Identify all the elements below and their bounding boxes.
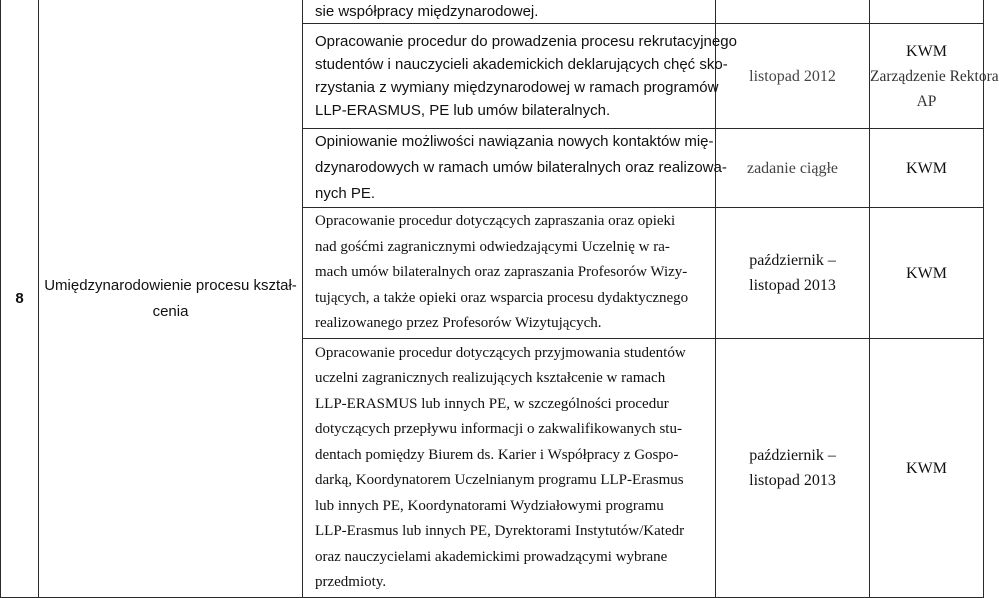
task-deadline bbox=[716, 0, 870, 24]
desc-line: LLP-Erasmus lub innych PE, Dyrektorami Instytutów/Katedr bbox=[315, 523, 685, 539]
task-deadline bbox=[716, 129, 870, 208]
desc-line: studentów i nauczycieli akademickich deklarujących chęć sko- bbox=[315, 56, 728, 73]
deadline-line: listopad 2013 bbox=[749, 277, 836, 294]
desc-line: realizowanego przez Profesorów Wizytujących. bbox=[315, 315, 602, 332]
task-description bbox=[303, 208, 716, 339]
desc-line: dzynarodowych w ramach umów bilateralnych oraz realizowa- bbox=[315, 159, 727, 176]
deadline-line: październik – bbox=[749, 252, 836, 269]
desc-line: lub innych PE, Koordynatorami Wydziałowymi programu bbox=[315, 497, 664, 514]
task-responsible bbox=[870, 339, 984, 598]
responsible-line: Zarządzenie Rektora bbox=[870, 67, 999, 85]
desc-line: rzystania z wymiany międzynarodowej w ramach programów bbox=[315, 79, 719, 96]
deadline-line: listopad 2013 bbox=[749, 472, 836, 489]
task-description bbox=[303, 129, 727, 208]
task-deadline bbox=[716, 339, 870, 598]
responsible-line: KWM bbox=[906, 459, 947, 477]
section-area-line: cenia bbox=[152, 302, 189, 320]
desc-line: sie współpracy międzynarodowej. bbox=[315, 3, 539, 20]
desc-line: mach umów bilateralnych oraz zapraszania Profesorów Wizy- bbox=[315, 264, 688, 281]
task-responsible bbox=[870, 0, 984, 24]
task-responsible bbox=[870, 24, 999, 129]
desc-line: przedmioty. bbox=[315, 574, 387, 590]
section-area-line: Umiędzynarodowienie procesu kształ- bbox=[44, 276, 297, 294]
desc-line: uczelni zagranicznych realizujących kształcenie w ramach bbox=[315, 370, 666, 386]
responsible-line: KWM bbox=[906, 42, 947, 60]
responsible-line: KWM bbox=[906, 264, 947, 282]
desc-line: oraz nauczycielami akademickimi prowadzącymi wybrane bbox=[315, 548, 668, 565]
task-description bbox=[303, 339, 716, 598]
desc-line: Opracowanie procedur dotyczących zapraszania oraz opieki bbox=[315, 213, 676, 230]
desc-line: Opracowanie procedur do prowadzenia procesu rekrutacyjnego bbox=[315, 33, 737, 50]
section-area bbox=[39, 0, 303, 598]
desc-line: tujących, a także opieki oraz wsparcia procesu dydaktycznego bbox=[315, 289, 689, 306]
task-deadline bbox=[716, 208, 870, 339]
deadline-line: zadanie ciągłe bbox=[746, 159, 839, 177]
desc-line: dentach pomiędzy Biurem ds. Karier i Współpracy z Gospo- bbox=[315, 446, 679, 463]
desc-line: LLP-ERASMUS, PE lub umów bilateralnych. bbox=[315, 102, 611, 119]
responsible-line: AP bbox=[916, 92, 937, 110]
desc-line: Opiniowanie możliwości nawiązania nowych kontaktów mię- bbox=[315, 133, 714, 150]
desc-line: nych PE. bbox=[315, 185, 376, 202]
task-deadline bbox=[716, 24, 870, 129]
desc-line: Opracowanie procedur dotyczących przyjmowania studentów bbox=[315, 344, 686, 361]
desc-line: nad gośćmi zagranicznymi odwiedzającymi Uczelnię w ra- bbox=[315, 238, 670, 255]
desc-line: dotyczących przepływu informacji o zakwalifikowanych stu- bbox=[315, 421, 682, 437]
deadline-line: listopad 2012 bbox=[749, 67, 836, 85]
desc-line: darką, Koordynatorem Uczelnianym programu LLP-Erasmus bbox=[315, 472, 684, 488]
task-description bbox=[303, 24, 737, 129]
table-row bbox=[1, 0, 984, 24]
task-responsible bbox=[870, 208, 984, 339]
desc-line: LLP-ERASMUS lub innych PE, w szczególności procedur bbox=[315, 395, 669, 412]
section-number: 8 bbox=[1, 0, 39, 598]
task-description bbox=[303, 0, 716, 24]
deadline-line: październik – bbox=[749, 447, 836, 464]
responsible-line: KWM bbox=[906, 159, 947, 177]
task-responsible bbox=[870, 129, 984, 208]
